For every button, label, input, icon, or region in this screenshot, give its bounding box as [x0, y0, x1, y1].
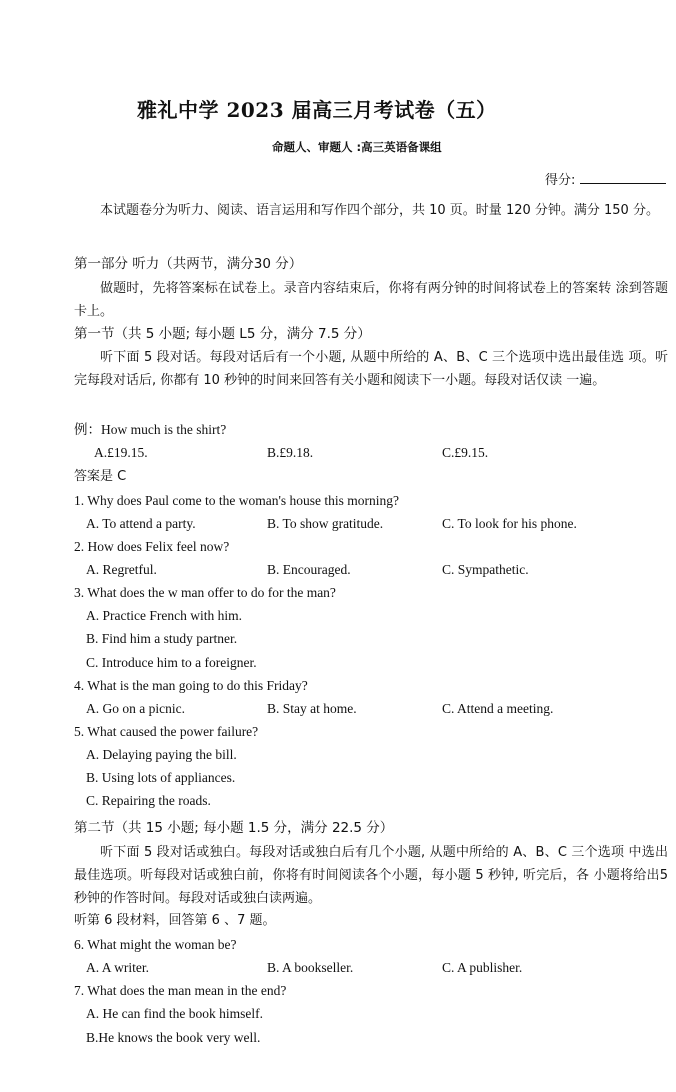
q4-option-c[interactable]: C. Attend a meeting. — [442, 701, 554, 716]
question-7: 7. What does the man mean in the end? — [74, 983, 287, 998]
q3-option-a[interactable]: A. Practice French with him. — [86, 608, 242, 623]
question-1: 1. Why does Paul come to the woman's house this morning? — [74, 493, 400, 508]
q2-option-a[interactable]: A. Regretful. — [86, 562, 157, 577]
question-3: 3. What does the w man offer to do for the man? — [74, 585, 336, 600]
q5-option-b[interactable]: B. Using lots of appliances. — [86, 770, 236, 785]
exam-title: 雅礼中学 2023 届高三月考试卷（五） — [137, 98, 497, 122]
q4-option-b[interactable]: B. Stay at home. — [267, 701, 357, 716]
example-question: 例：How much is the shirt? — [74, 422, 227, 437]
section2-material: 听第 6 段材料，回答第 6 、7 题。 — [74, 913, 276, 928]
q3-option-b[interactable]: B. Find him a study partner. — [86, 631, 238, 646]
question-6: 6. What might the woman be? — [74, 937, 237, 952]
q5-option-c[interactable]: C. Repairing the roads. — [86, 793, 211, 808]
q6-option-c[interactable]: C. A publisher. — [442, 960, 523, 975]
intro-paragraph: 本试题卷分为听力、阅读、语言运用和写作四个部分，共 10 页。时量 120 分钟。满分 150 分。 — [100, 203, 659, 218]
section2-title: 第二节（共 15 小题; 每小题 1.5 分，满分 22.5 分） — [74, 820, 394, 836]
example-option-b[interactable]: B.£9.18. — [267, 445, 314, 460]
score-field — [545, 169, 666, 188]
section1-title: 第一节（共 5 小题; 每小题 L5 分，满分 7.5 分） — [74, 326, 371, 342]
part1-title: 第一部分 听力（共两节，满分30 分） — [74, 256, 303, 272]
q1-option-b[interactable]: B. To show gratitude. — [267, 516, 384, 531]
section2-instruction: 听下面 5 段对话或独白。每段对话或独白后有几个小题, 从题中所给的 A、B、C 三个选项 中选出最佳选项。听每段对话或独白前，你将有时间阅读各个小题，每小题 5 秒钟, 听完后，各 小题将给出5 秒钟的作答时间。每段对话或独白读两遍。 — [74, 845, 668, 906]
q6-option-b[interactable]: B. A bookseller. — [267, 960, 354, 975]
q4-option-a[interactable]: A. Go on a picnic. — [86, 701, 185, 716]
score-blank[interactable] — [580, 171, 666, 184]
q6-option-a[interactable]: A. A writer. — [86, 960, 149, 975]
question-2: 2. How does Felix feel now? — [74, 539, 230, 554]
q5-option-a[interactable]: A. Delaying paying the bill. — [86, 747, 237, 762]
q3-option-c[interactable]: C. Introduce him to a foreigner. — [86, 655, 257, 670]
q1-option-a[interactable]: A. To attend a party. — [86, 516, 196, 531]
q1-option-c[interactable]: C. To look for his phone. — [442, 516, 577, 531]
exam-authors: 命题人、审题人 :高三英语备课组 — [272, 140, 442, 154]
example-option-a[interactable]: A.£19.15. — [94, 445, 148, 460]
part1-instruction: 做题时，先将答案标在试卷上。录音内容结束后，你将有两分钟的时间将试卷上的答案转 涂到答题卡上。 — [74, 281, 668, 319]
question-4: 4. What is the man going to do this Friday? — [74, 678, 308, 693]
q7-option-a[interactable]: A. He can find the book himself. — [86, 1006, 263, 1021]
q2-option-c[interactable]: C. Sympathetic. — [442, 562, 529, 577]
q7-option-b[interactable]: B.He knows the book very well. — [86, 1030, 261, 1045]
q2-option-b[interactable]: B. Encouraged. — [267, 562, 351, 577]
example-answer: 答案是 C — [74, 469, 127, 484]
question-5: 5. What caused the power failure? — [74, 724, 259, 739]
example-option-c[interactable]: C.£9.15. — [442, 445, 489, 460]
section1-instruction: 听下面 5 段对话。每段对话后有一个小题, 从题中所给的 A、B、C 三个选项中选出最佳选 项。听完每段对话后, 你都有 10 秒钟的时间来回答有关小题和阅读下一小题。每段对话仅读 一遍。 — [74, 350, 668, 388]
score-label: 得分: — [545, 173, 580, 188]
